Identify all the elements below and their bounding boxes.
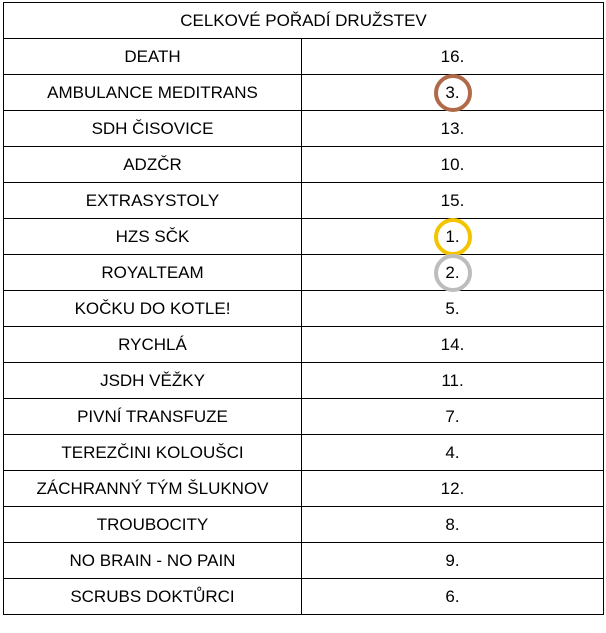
rank-value: 14. bbox=[440, 335, 465, 354]
table-body bbox=[4, 39, 604, 615]
table-row bbox=[4, 363, 604, 399]
team-name-cell: TEREZČINI KOLOUŠCI bbox=[4, 435, 302, 471]
rank-cell bbox=[302, 471, 604, 507]
team-ranking-table bbox=[3, 2, 604, 615]
rank-value: 16. bbox=[440, 47, 465, 66]
table-title: CELKOVÉ POŘADÍ DRUŽSTEV bbox=[4, 3, 604, 39]
rank-cell bbox=[302, 543, 604, 579]
team-name-cell: DEATH bbox=[4, 39, 302, 75]
table-row bbox=[4, 183, 604, 219]
rank-cell bbox=[302, 363, 604, 399]
rank-cell bbox=[302, 579, 604, 615]
team-name-cell: ADZČR bbox=[4, 147, 302, 183]
rank-cell bbox=[302, 291, 604, 327]
rank-value-wrap bbox=[445, 228, 459, 245]
rank-value: 3. bbox=[445, 83, 460, 102]
team-name-cell: SCRUBS DOKTŮRCI bbox=[4, 579, 302, 615]
table-row bbox=[4, 327, 604, 363]
rank-value: 8. bbox=[445, 515, 460, 534]
rank-value-wrap bbox=[441, 480, 465, 497]
rank-value-wrap bbox=[441, 156, 465, 173]
rank-cell bbox=[302, 147, 604, 183]
team-name-cell: SDH ČISOVICE bbox=[4, 111, 302, 147]
rank-value-wrap bbox=[441, 372, 463, 389]
table-row bbox=[4, 291, 604, 327]
team-name-cell: TROUBOCITY bbox=[4, 507, 302, 543]
rank-value-wrap bbox=[441, 192, 465, 209]
table-row bbox=[4, 507, 604, 543]
team-name-cell: KOČKU DO KOTLE! bbox=[4, 291, 302, 327]
team-name-cell: ROYALTEAM bbox=[4, 255, 302, 291]
rank-cell bbox=[302, 75, 604, 111]
rank-cell bbox=[302, 39, 604, 75]
team-name-cell: JSDH VĚŽKY bbox=[4, 363, 302, 399]
table-row bbox=[4, 147, 604, 183]
rank-value-wrap bbox=[445, 552, 459, 569]
team-name-cell: PIVNÍ TRANSFUZE bbox=[4, 399, 302, 435]
rank-value-wrap bbox=[445, 588, 459, 605]
rank-value-wrap bbox=[441, 120, 465, 137]
table-row bbox=[4, 471, 604, 507]
rank-cell bbox=[302, 255, 604, 291]
table-row bbox=[4, 435, 604, 471]
rank-value-wrap bbox=[445, 84, 459, 101]
rank-value: 4. bbox=[445, 443, 460, 462]
table-row bbox=[4, 579, 604, 615]
table-row bbox=[4, 543, 604, 579]
rank-value: 7. bbox=[445, 407, 460, 426]
table-title-row bbox=[4, 3, 604, 39]
rank-value-wrap bbox=[445, 408, 459, 425]
rank-value: 12. bbox=[440, 479, 465, 498]
rank-value: 6. bbox=[445, 587, 460, 606]
rank-value: 5. bbox=[445, 299, 460, 318]
rank-value: 10. bbox=[440, 155, 465, 174]
rank-cell bbox=[302, 327, 604, 363]
rank-value: 1. bbox=[445, 227, 460, 246]
rank-cell bbox=[302, 399, 604, 435]
table-row bbox=[4, 399, 604, 435]
rank-value-wrap bbox=[445, 516, 459, 533]
table-row bbox=[4, 219, 604, 255]
rank-cell bbox=[302, 183, 604, 219]
rank-value-wrap bbox=[441, 48, 465, 65]
table-row bbox=[4, 39, 604, 75]
rank-value: 13. bbox=[440, 119, 465, 138]
rank-value: 11. bbox=[441, 371, 464, 390]
rank-cell bbox=[302, 111, 604, 147]
rank-value-wrap bbox=[445, 300, 459, 317]
team-name-cell: AMBULANCE MEDITRANS bbox=[4, 75, 302, 111]
table-row bbox=[4, 255, 604, 291]
team-name-cell: ZÁCHRANNÝ TÝM ŠLUKNOV bbox=[4, 471, 302, 507]
rank-value: 15. bbox=[440, 191, 465, 210]
team-name-cell: NO BRAIN - NO PAIN bbox=[4, 543, 302, 579]
rank-cell bbox=[302, 219, 604, 255]
team-name-cell: EXTRASYSTOLY bbox=[4, 183, 302, 219]
table-row bbox=[4, 75, 604, 111]
rank-cell bbox=[302, 435, 604, 471]
rank-value-wrap bbox=[445, 444, 459, 461]
rank-value: 9. bbox=[445, 551, 460, 570]
team-name-cell: RYCHLÁ bbox=[4, 327, 302, 363]
rank-value-wrap bbox=[445, 264, 459, 281]
table-row bbox=[4, 111, 604, 147]
team-name-cell: HZS SČK bbox=[4, 219, 302, 255]
rank-value: 2. bbox=[445, 263, 460, 282]
rank-value-wrap bbox=[441, 336, 465, 353]
rank-cell bbox=[302, 507, 604, 543]
